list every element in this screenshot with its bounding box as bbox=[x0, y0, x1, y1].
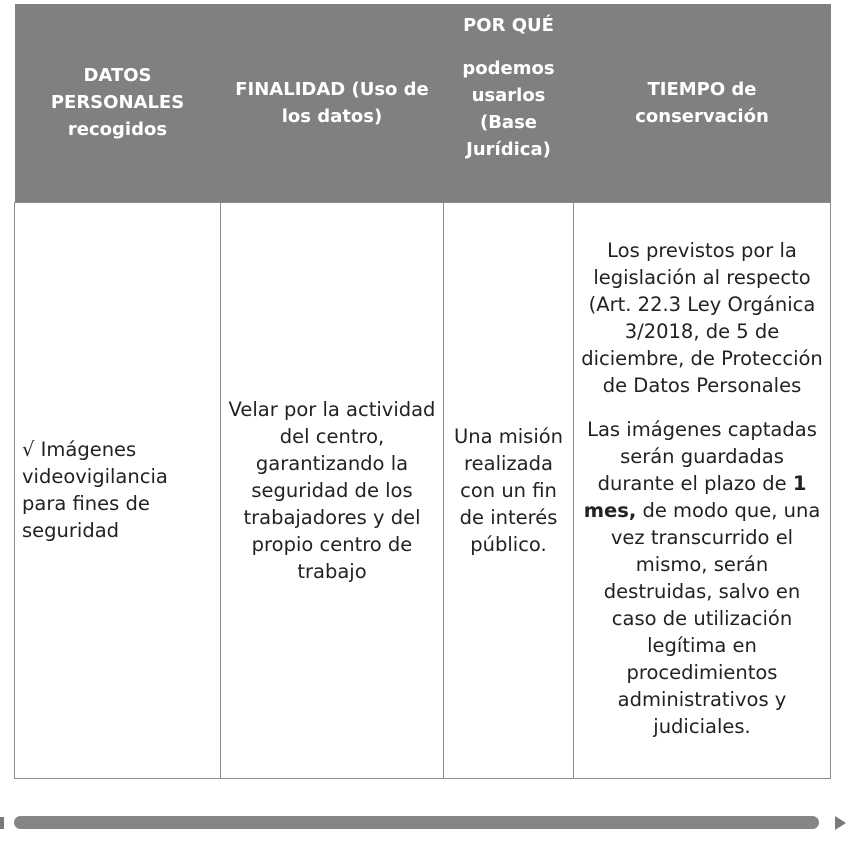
retention-period-bold: 1 mes, bbox=[583, 471, 807, 522]
table-row bbox=[15, 202, 831, 778]
scrollbar-thumb[interactable] bbox=[14, 816, 819, 829]
scroll-left-cap[interactable] bbox=[0, 817, 4, 829]
retention-period-paragraph bbox=[581, 416, 823, 740]
header-tiempo-conservacion: TIEMPO de conservación bbox=[574, 4, 831, 202]
header-datos-personales: DATOS PERSONALES recogidos bbox=[15, 4, 221, 202]
data-protection-table-container bbox=[14, 4, 830, 779]
header-por-que bbox=[444, 4, 574, 202]
horizontal-scrollbar[interactable] bbox=[0, 813, 854, 831]
retention-text-end: de modo que, una vez transcurrido el mismo, serán destruidas, salvo en caso de utilización legítima en procedimientos administrativos y judiciales. bbox=[603, 498, 821, 738]
data-protection-table bbox=[14, 4, 831, 779]
header-base-juridica: podemos usarlos (Base Jurídica) bbox=[462, 58, 555, 160]
cell-tiempo-conservacion bbox=[574, 202, 831, 778]
cell-finalidad: Velar por la actividad del centro, garantizando la seguridad de los trabajadores y del propio centro de trabajo bbox=[221, 202, 444, 778]
retention-text-start: Las imágenes captadas serán guardadas durante el plazo de bbox=[587, 417, 817, 495]
retention-legal-paragraph: Los previstos por la legislación al respecto (Art. 22.3 Ley Orgánica 3/2018, de 5 de diciembre, de Protección de Datos Personales bbox=[581, 238, 823, 397]
cell-base-juridica: Una misión realizada con un fin de interés público. bbox=[444, 202, 574, 778]
cell-datos-personales: √ Imágenes videovigilancia para fines de seguridad bbox=[15, 202, 221, 778]
triangle-right-icon[interactable] bbox=[835, 816, 846, 830]
header-por-que-title: POR QUÉ bbox=[463, 15, 554, 36]
header-finalidad: FINALIDAD (Uso de los datos) bbox=[221, 4, 444, 202]
table-header-row bbox=[15, 4, 831, 202]
